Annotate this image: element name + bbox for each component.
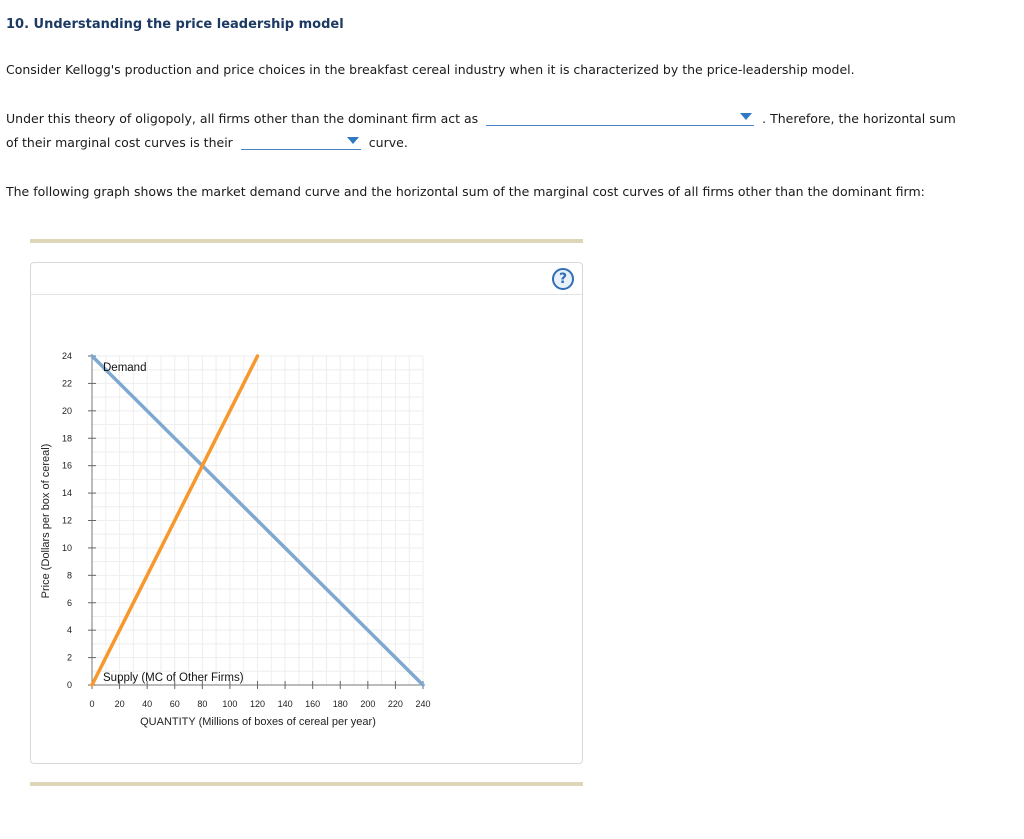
y-tick-label: 22 <box>61 378 72 389</box>
y-tick-label: 0 <box>66 680 72 690</box>
x-tick-label: 20 <box>114 699 125 709</box>
x-tick-label: 0 <box>89 699 95 709</box>
x-tick-label: 220 <box>387 699 403 709</box>
x-tick-label: 240 <box>415 699 431 709</box>
chevron-down-icon[interactable] <box>347 137 359 144</box>
x-tick-label: 40 <box>142 699 153 709</box>
x-tick-label: 120 <box>249 699 266 709</box>
curve-type-dropdown[interactable] <box>241 134 361 150</box>
sentence-1-text-a: Under this theory of oligopoly, all firms other than the dominant firm act as <box>6 111 479 126</box>
divider-bottom <box>30 782 583 786</box>
question-sentence-1 <box>6 110 1006 126</box>
x-tick-label: 80 <box>197 699 208 709</box>
y-tick-label: 24 <box>61 351 72 361</box>
divider-top <box>30 239 583 243</box>
y-tick-label: 20 <box>61 405 72 416</box>
help-icon[interactable]: ? <box>552 268 574 290</box>
question-title: 10. Understanding the price leadership model <box>6 17 344 32</box>
y-tick-label: 10 <box>61 542 72 553</box>
question-sentence-2 <box>6 134 1006 150</box>
price-chart <box>31 263 584 765</box>
demand-curve-label: Demand <box>103 362 147 374</box>
sentence-2-text-a: of their marginal cost curves is their <box>6 135 233 150</box>
y-tick-label: 6 <box>66 597 72 608</box>
chart-axes <box>62 351 431 709</box>
y-tick-label: 8 <box>66 570 72 581</box>
x-tick-label: 160 <box>305 699 321 709</box>
y-tick-label: 2 <box>66 652 72 663</box>
x-tick-label: 60 <box>169 699 180 709</box>
firm-behavior-dropdown[interactable] <box>486 110 754 126</box>
supply-curve-label: Supply (MC of Other Firms) <box>103 672 244 684</box>
y-axis-label: Price (Dollars per box of cereal) <box>40 443 52 599</box>
sentence-1-text-b: . Therefore, the horizontal sum <box>762 111 956 126</box>
x-tick-label: 200 <box>360 699 376 709</box>
question-intro: Consider Kellogg's production and price choices in the breakfast cereal industry when it is characterized by the price-leadership model. <box>6 62 855 77</box>
chevron-down-icon[interactable] <box>740 113 752 120</box>
y-tick-label: 16 <box>61 460 72 471</box>
x-tick-label: 180 <box>332 699 348 709</box>
y-tick-label: 14 <box>61 488 72 499</box>
graph-description: The following graph shows the market demand curve and the horizontal sum of the marginal cost curves of all firms other than the dominant firm: <box>6 184 925 199</box>
x-tick-label: 140 <box>277 699 293 709</box>
x-tick-label: 100 <box>222 699 238 709</box>
x-axis-label: QUANTITY (Millions of boxes of cereal per year) <box>140 716 376 728</box>
sentence-2-text-b: curve. <box>368 135 408 150</box>
y-tick-label: 4 <box>66 625 72 636</box>
y-tick-label: 12 <box>61 515 72 526</box>
graph-panel <box>30 262 583 764</box>
y-tick-label: 18 <box>61 433 72 444</box>
